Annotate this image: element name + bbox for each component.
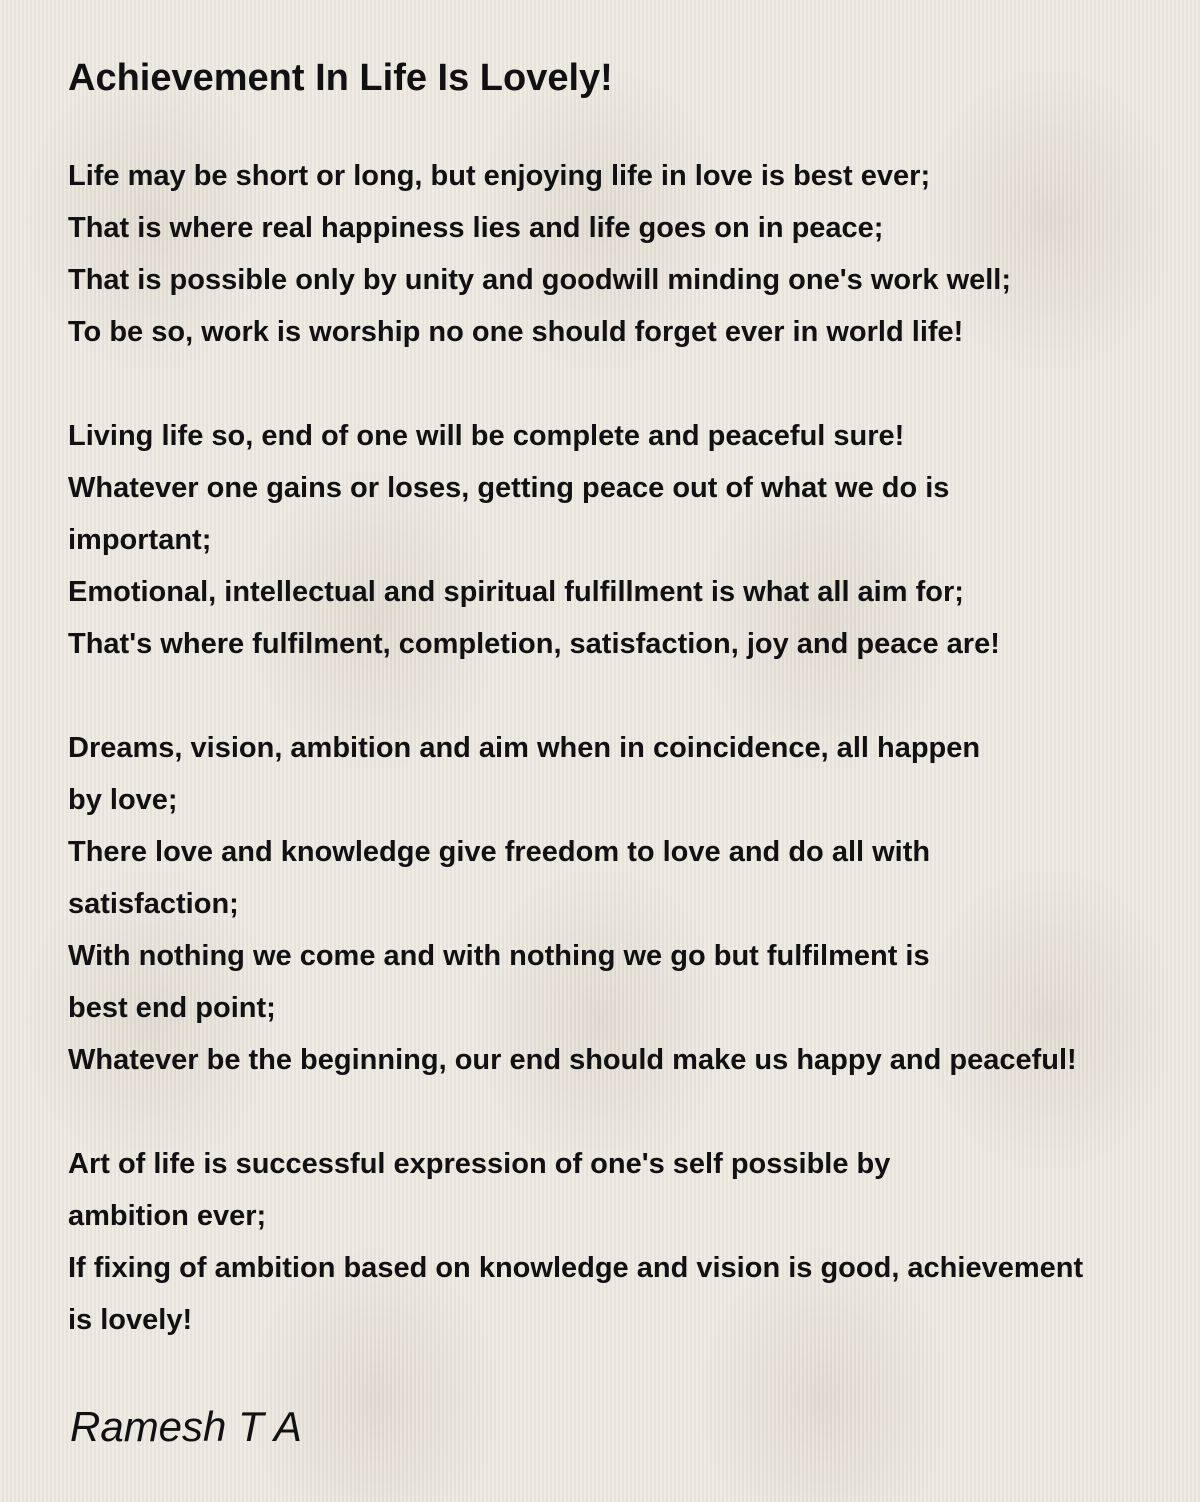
poem-line: Dreams, vision, ambition and aim when in coincidence, all happen xyxy=(68,732,981,764)
poem-line: satisfaction; xyxy=(68,888,239,920)
poem-line: With nothing we come and with nothing we go but fulfilment is xyxy=(68,940,930,972)
stanza xyxy=(68,722,1193,1086)
poem-line: is lovely! xyxy=(68,1304,193,1336)
poem-line: There love and knowledge give freedom to love and do all with xyxy=(68,836,931,868)
poem-line: Whatever one gains or loses, getting peace out of what we do is xyxy=(68,472,950,504)
poem-title: Achievement In Life Is Lovely! xyxy=(68,57,613,99)
poem-line: ambition ever; xyxy=(68,1200,267,1232)
stanza xyxy=(68,150,1193,358)
poem-line: That is where real happiness lies and life goes on in peace; xyxy=(68,212,884,244)
poem-line: Whatever be the beginning, our end should make us happy and peaceful! xyxy=(68,1044,1077,1076)
poem-line: Living life so, end of one will be complete and peaceful sure! xyxy=(68,420,905,452)
poem-line: Art of life is successful expression of one's self possible by xyxy=(68,1148,891,1180)
poem-body xyxy=(68,150,1193,1346)
poem-author: Ramesh T A xyxy=(70,1403,302,1450)
poem-line: Emotional, intellectual and spiritual fulfillment is what all aim for; xyxy=(68,576,964,608)
poem-line: If fixing of ambition based on knowledge and vision is good, achievement xyxy=(68,1252,1084,1284)
poem-line: To be so, work is worship no one should forget ever in world life! xyxy=(68,316,964,348)
poem-line: important; xyxy=(68,524,212,556)
stanza xyxy=(68,1138,1193,1346)
poem-line: best end point; xyxy=(68,992,276,1024)
poem-card xyxy=(68,52,1193,1346)
poem-line: That's where fulfilment, completion, satisfaction, joy and peace are! xyxy=(68,628,1000,660)
poem-line: by love; xyxy=(68,784,178,816)
poem-line: That is possible only by unity and goodwill minding one's work well; xyxy=(68,264,1012,296)
poem-line: Life may be short or long, but enjoying life in love is best ever; xyxy=(68,160,931,192)
stanza xyxy=(68,410,1193,670)
